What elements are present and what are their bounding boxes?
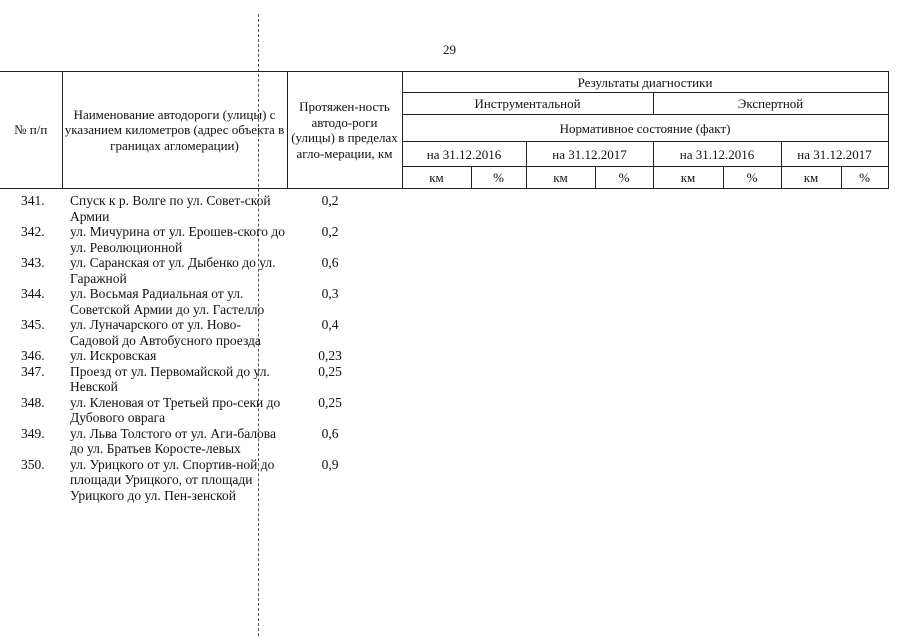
- road-length: 0,25: [318, 363, 342, 379]
- row-number: 342.: [21, 224, 45, 239]
- road-name: ул. Кленовая от Третьей про-секи до Дубового оврага: [70, 394, 281, 425]
- table-row: [0, 364, 420, 395]
- table-row: [0, 224, 420, 255]
- date-header: на 31.12.2017: [781, 142, 888, 167]
- table-row: [0, 317, 420, 348]
- row-number: 345.: [21, 317, 45, 332]
- road-name: ул. Искровская: [70, 348, 157, 363]
- table-row: [0, 395, 420, 426]
- col-header-expert: Экспертной: [653, 93, 888, 115]
- table-row: [0, 426, 420, 457]
- col-header-length: Протяжен-ность автодо-роги (улицы) в пределах агло-мерации, км: [287, 72, 402, 189]
- road-name: ул. Саранская от ул. Дыбенко до ул. Гаражной: [70, 255, 276, 286]
- row-number: 349.: [21, 425, 45, 441]
- unit-pct: %: [471, 167, 526, 189]
- table-row: [0, 348, 420, 364]
- unit-km: км: [402, 167, 471, 189]
- col-header-instrumental: Инструментальной: [402, 93, 653, 115]
- unit-km: км: [781, 167, 841, 189]
- col-header-results: Результаты диагностики: [402, 72, 888, 93]
- road-list: [0, 193, 420, 503]
- table-row: [0, 255, 420, 286]
- road-length: 0,9: [321, 456, 339, 472]
- unit-km: км: [526, 167, 595, 189]
- date-header: на 31.12.2017: [526, 142, 653, 167]
- road-length: 0,23: [318, 348, 342, 363]
- unit-pct: %: [841, 167, 888, 189]
- col-header-name: Наименование автодороги (улицы) с указанием километров (адрес объекта в границах агломерации): [62, 72, 287, 189]
- road-length: 0,2: [321, 193, 339, 208]
- row-number: 348.: [21, 394, 45, 410]
- col-header-normative: Нормативное состояние (факт): [402, 115, 888, 142]
- road-length: 0,6: [321, 255, 339, 270]
- table-row: [0, 193, 420, 224]
- road-length: 0,25: [318, 394, 342, 410]
- row-number: 344.: [21, 286, 45, 301]
- unit-pct: %: [723, 167, 781, 189]
- page-number: 29: [443, 42, 456, 57]
- date-header: на 31.12.2016: [653, 142, 781, 167]
- col-header-num: № п/п: [0, 72, 62, 189]
- header-table: [0, 71, 889, 189]
- unit-km: км: [653, 167, 723, 189]
- road-name: ул. Льва Толстого от ул. Аги-балова до ул. Братьев Коросте-левых: [70, 425, 277, 456]
- table-row: [0, 286, 420, 317]
- unit-pct: %: [595, 167, 653, 189]
- road-length: 0,2: [321, 224, 339, 239]
- road-length: 0,4: [321, 317, 339, 332]
- row-number: 350.: [21, 456, 45, 472]
- row-number: 341.: [21, 193, 45, 208]
- row-number: 343.: [21, 255, 45, 270]
- road-length: 0,3: [321, 286, 339, 301]
- road-name: Спуск к р. Волге по ул. Совет-ской Армии: [70, 193, 271, 224]
- table-row: [0, 457, 420, 504]
- road-name: ул. Урицкого от ул. Спортив-ной до площади Урицкого, от площади Урицкого до ул. Пен-зенской: [70, 456, 275, 503]
- road-name: ул. Мичурина от ул. Ерошев-ского до ул. Революционной: [70, 224, 286, 255]
- road-name: ул. Восьмая Радиальная от ул. Советской Армии до ул. Гастелло: [70, 286, 265, 317]
- row-number: 347.: [21, 363, 45, 379]
- date-header: на 31.12.2016: [402, 142, 526, 167]
- row-number: 346.: [21, 348, 45, 363]
- road-name: ул. Луначарского от ул. Ново-Садовой до Автобусного проезда: [70, 317, 261, 348]
- road-length: 0,6: [321, 425, 339, 441]
- road-name: Проезд от ул. Первомайской до ул. Невской: [70, 363, 270, 394]
